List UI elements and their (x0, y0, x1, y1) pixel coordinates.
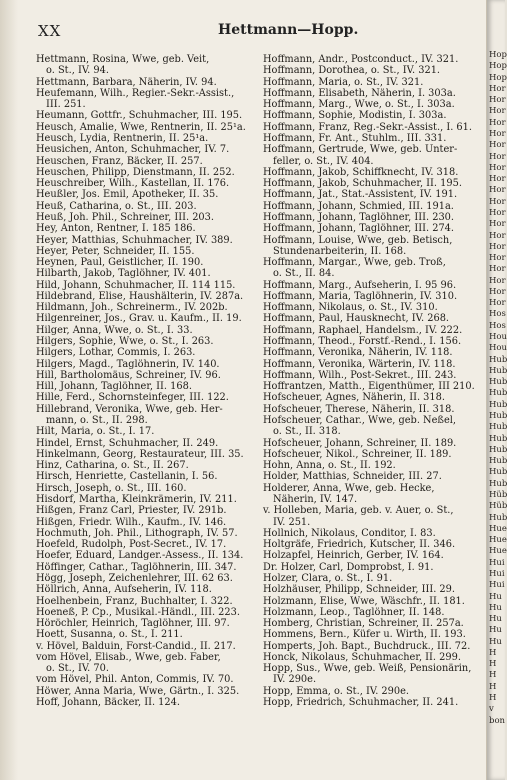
page-fragment: Hui (489, 580, 505, 591)
page-gutter (0, 0, 18, 780)
page-fragment: Hue (489, 535, 507, 546)
directory-entry: Holtgräfe, Friedrich, Kutscher, II. 346. (263, 539, 456, 551)
directory-entry: v. Hövel, Balduin, Forst-Candid., II. 217. (36, 640, 236, 652)
directory-entry: Hoffmann, Jakob, Schuhmacher, II. 195. (263, 178, 462, 190)
directory-entry: Holzmann, Leop., Taglöhner, II. 148. (263, 606, 445, 618)
page-fragment: Hou (489, 332, 507, 343)
directory-entry: Hoett, Susanna, o. St., I. 211. (36, 629, 183, 641)
directory-entry: Heuß, Catharina, o. St., III. 203. (36, 200, 197, 212)
directory-entry: Hofscheuer, Nikol., Schreiner, II. 189. (263, 448, 452, 460)
directory-entry: Heuschen, Franz, Bäcker, II. 257. (36, 155, 203, 167)
page-fragment: Hou (489, 343, 507, 354)
directory-entry: Holzer, Clara, o. St., I. 91. (263, 572, 393, 584)
page-fragment: Hor (489, 151, 506, 162)
directory-entry: Hild, Johann, Schuhmacher, II. 114 115. (36, 279, 236, 291)
page-fragment: Hor (489, 219, 506, 230)
directory-entry: Hochmuth, Joh. Phil., Lithograph, IV. 57. (36, 527, 238, 539)
directory-entry: Hopp, Sus., Wwe, geb. Weiß, Pensionärin, (263, 663, 472, 675)
page-fragment: Hub (489, 399, 507, 410)
directory-entry: Hilgers, Magd., Taglöhnerin, IV. 140. (36, 358, 220, 370)
page-fragment: Hor (489, 253, 506, 264)
directory-entry: Hoffmann, Veronika, Wärterin, IV. 118. (263, 358, 456, 370)
directory-entry: Heußler, Jos. Emil, Apotheker, II. 35. (36, 189, 219, 201)
page-fragment: Hor (489, 162, 506, 173)
directory-entry: Hoffmann, Wilh., Post-Sekret., III. 243. (263, 369, 457, 381)
directory-entry: Hoffmann, Marg., Wwe, o. St., I. 303a. (263, 99, 455, 111)
page-fragment: Hop (489, 72, 507, 83)
directory-entry: Hirsch, Henriette, Castellanin, I. 56. (36, 471, 218, 483)
directory-entry: Hilgers, Sophie, Wwe, o. St., I. 263. (36, 336, 214, 348)
directory-entry: Hill, Bartholomäus, Schreiner, IV. 96. (36, 369, 221, 381)
directory-entry: Hilbarth, Jakob, Taglöhner, IV. 401. (36, 268, 211, 280)
page-fragment: v (489, 704, 494, 715)
directory-entry: Heyer, Matthias, Schuhmacher, IV. 389. (36, 234, 233, 246)
directory-entry: Hoffmann, Sophie, Modistin, I. 303a. (263, 110, 447, 122)
page-fragment: Hüb (489, 501, 507, 512)
directory-entry: Hinkelmann, Georg, Restaurateur, III. 35. (36, 448, 244, 460)
page-fragment: Hor (489, 196, 506, 207)
page-fragment: Hop (489, 61, 507, 72)
directory-entry: Hisdorf, Martha, Kleinkrämerin, IV. 211. (36, 493, 237, 505)
page-fragment: Hub (489, 456, 507, 467)
page-fragment: Hue (489, 523, 507, 534)
directory-entry: Hilgenreiner, Jos., Grav. u. Kaufm., II. 19. (36, 313, 242, 325)
directory-entry: III. 251. (46, 99, 86, 111)
page-fragment: Hor (489, 286, 506, 297)
page-fragment: Hor (489, 106, 506, 117)
directory-entry: Holzapfel, Heinrich, Gerber, IV. 164. (263, 550, 444, 562)
page-fragment: Hos (489, 320, 506, 331)
directory-entry: Hoffmann, Raphael, Handelsm., IV. 222. (263, 324, 463, 336)
page-title: Hettmann—Hopp. (218, 22, 359, 38)
directory-entry: feller, o. St., IV. 404. (273, 155, 374, 167)
directory-entry: v. Holleben, Maria, geb. v. Auer, o. St., (263, 505, 454, 517)
page-fragment: Hor (489, 230, 506, 241)
directory-entry: IV. 251. (273, 516, 311, 528)
directory-entry: Hoff, Johann, Bäcker, II. 124. (36, 697, 180, 709)
directory-entry: Hofscheuer, Cathar., Wwe, geb. Neßel, (263, 415, 457, 426)
page-fragment: Hor (489, 264, 506, 275)
directory-entry: Hoffmann, Jat., Stat.-Assistent, IV. 191. (263, 189, 458, 201)
page-fragment: Hui (489, 568, 505, 579)
page-fragment: H (489, 693, 497, 704)
directory-entry: Hoffmann, Johann, Taglöhner, III. 274. (263, 223, 455, 235)
page-fragment: Hu (489, 614, 502, 625)
directory-entry: Hildmann, Joh., Schreinerm., IV. 202b. (36, 302, 228, 314)
directory-entry: Hißgen, Franz Carl, Priester, IV. 291b. (36, 505, 227, 517)
page-fragment: Hu (489, 591, 502, 602)
directory-entry: Hoffmann, Veronika, Näherin, IV. 118. (263, 347, 453, 359)
directory-entry: Homperts, Joh. Bapt., Buchdruck., III. 72. (263, 640, 471, 652)
directory-entry: Höffinger, Cathar., Taglöhnerin, III. 347. (36, 561, 237, 573)
directory-entry: Hoeneß, P. Cp., Musikal.-Händl., III. 223. (36, 606, 240, 618)
directory-entry: Hofscheuer, Agnes, Näherin, II. 318. (263, 392, 445, 404)
page-fragment: Hor (489, 298, 506, 309)
directory-entry: Heuschreiber, Wilh., Kastellan, II. 176. (36, 178, 230, 190)
page-fragment: Hub (489, 377, 507, 388)
directory-entry: Hoefeld, Rudolph, Post-Secret., IV. 17. (36, 539, 227, 551)
directory-entry: Hoffmann, Marg., Aufseherin, I. 95 96. (263, 279, 457, 291)
page-fragment: Hor (489, 83, 506, 94)
page-fragment: Hor (489, 174, 506, 185)
directory-entry: Heynen, Paul, Geistlicher, II. 190. (36, 257, 204, 269)
page-fragment: Hor (489, 95, 506, 106)
page-fragment: Hub (489, 478, 507, 489)
directory-entry: IV. 290e. (273, 674, 317, 686)
directory-entry: Hoffmann, Maria, Taglöhnerin, IV. 310. (263, 290, 458, 302)
page-fragment: Hub (489, 433, 507, 444)
directory-entry: Hirsch, Joseph, o. St., III. 160. (36, 482, 187, 494)
page-fragment: Hor (489, 185, 506, 196)
directory-entry: Hoffmann, Maria, o. St., IV. 321. (263, 76, 424, 88)
directory-entry: Hoffmann, Paul, Hausknecht, IV. 268. (263, 313, 450, 325)
directory-entry: Holzhäuser, Philipp, Schneider, III. 29. (263, 584, 456, 596)
page-fragment: Hor (489, 275, 506, 286)
directory-entry: Hillebrand, Veronika, Wwe, geb. Her- (36, 403, 223, 415)
directory-entry: Hilger, Anna, Wwe, o. St., I. 33. (36, 324, 193, 336)
page-fragment: Hub (489, 388, 507, 399)
directory-entry: Höllrich, Anna, Aufseherin, IV. 118. (36, 584, 212, 596)
directory-entry: Hilgers, Lothar, Commis, I. 263. (36, 347, 196, 359)
directory-entry: Holzmann, Elise, Wwe, Wäschfr., II. 181. (263, 595, 465, 607)
page-fragment: H (489, 647, 497, 658)
directory-entry: Hohn, Anna, o. St., II. 192. (263, 460, 396, 472)
directory-entry: vom Hövel, Elisab., Wwe, geb. Faber, (36, 651, 221, 663)
directory-entry: Heuschen, Philipp, Dienstmann, II. 252. (36, 166, 235, 178)
directory-entry: Hoffmann, Gertrude, Wwe, geb. Unter- (263, 144, 458, 156)
directory-entry: Hopp, Friedrich, Schuhmacher, II. 241. (263, 697, 459, 709)
page-fragment: Hor (489, 128, 506, 139)
directory-entry: Honck, Nikolaus, Schuhmacher, II. 299. (263, 651, 461, 663)
directory-entry: o. St., IV. 70. (46, 663, 109, 675)
directory-entry: Hollnich, Nikolaus, Conditor, I. 83. (263, 527, 436, 539)
directory-entry: Näherin, IV. 147. (273, 493, 358, 505)
page-fragment: Hub (489, 444, 507, 455)
directory-entry: Heyer, Peter, Schneider, II. 155. (36, 245, 195, 257)
page-fragment: Hub (489, 422, 507, 433)
directory-entry: Hettmann, Barbara, Näherin, IV. 94. (36, 76, 217, 88)
directory-entry: Höwer, Anna Maria, Wwe, Gärtn., I. 325. (36, 685, 240, 697)
directory-entry: Heusch, Lydia, Rentnerin, II. 25¹a. (36, 132, 209, 144)
directory-entry: Hoffmann, Johann, Taglöhner, III. 230. (263, 211, 455, 223)
directory-entry: Heuß, Joh. Phil., Schreiner, III. 203. (36, 211, 215, 223)
adjacent-page-fragments (489, 50, 507, 727)
directory-entry: Heufemann, Wilh., Regier.-Sekr.-Assist., (36, 87, 235, 99)
directory-entry: Holderer, Anna, Wwe, geb. Hecke, (263, 482, 435, 494)
page-fragment: Hu (489, 636, 502, 647)
directory-entry: Hoffrantzen, Matth., Eigenthümer, III 210. (263, 381, 475, 393)
page-fragment: Hue (489, 546, 507, 557)
directory-entry: Hille, Ferd., Schornsteinfeger, III. 122. (36, 392, 229, 404)
page-fragment: Hui (489, 557, 505, 568)
page-fragment: Hor (489, 241, 506, 252)
directory-entry: Dr. Holzer, Carl, Domprobst, I. 91. (263, 561, 434, 573)
page-fragment: H (489, 670, 497, 681)
page-fragment: Hub (489, 467, 507, 478)
directory-entry: Hoffmann, Franz, Reg.-Sekr.-Assist., I. 61. (263, 121, 472, 133)
directory-entry: Hoffmann, Louise, Wwe, geb. Betisch, (263, 234, 453, 246)
page-fragment: Hor (489, 140, 506, 151)
page-fragment: Hu (489, 625, 502, 636)
page-fragment: Hub (489, 411, 507, 421)
page-fragment: Hos (489, 309, 506, 320)
directory-entry: Heusichen, Anton, Schuhmacher, IV. 7. (36, 144, 230, 156)
page-fragment: Hor (489, 117, 506, 128)
directory-entry: Hildebrand, Elise, Haushälterin, IV. 287a. (36, 290, 244, 302)
directory-entry: Hoefer, Eduard, Landger.-Assess., II. 134. (36, 550, 244, 562)
directory-entry: Hettmann, Rosina, Wwe, geb. Veit, (36, 54, 210, 65)
page-fragment: Hu (489, 602, 502, 613)
directory-entry: Hoelhenbein, Franz, Buchhalter, I. 322. (36, 595, 233, 607)
directory-entry: Hoffmann, Theod., Forstf.-Rend., I. 156. (263, 336, 462, 348)
directory-entry: Heumann, Gottfr., Schuhmacher, III. 195. (36, 110, 243, 122)
directory-entry: Högg, Joseph, Zeichenlehrer, III. 62 63. (36, 572, 233, 584)
directory-entry: Hofscheuer, Johann, Schreiner, II. 189. (263, 437, 457, 449)
directory-entry: Stundenarbeiterin, II. 168. (273, 245, 407, 257)
page-fragment: Hüb (489, 489, 507, 500)
directory-entry: Hofscheuer, Therese, Näherin, II. 318. (263, 403, 455, 415)
left-column (36, 54, 256, 708)
directory-entry: Homberg, Christian, Schreiner, II. 257a. (263, 618, 464, 630)
directory-entry: Hill, Johann, Taglöhner, II. 168. (36, 381, 192, 393)
page-fragment: Hop (489, 50, 507, 60)
directory-entry: Hilt, Maria, o. St., I. 17. (36, 426, 155, 438)
directory-entry: o. St., II. 84. (273, 268, 335, 280)
directory-entry: Hoffmann, Andr., Postconduct., IV. 321. (263, 54, 459, 65)
directory-entry: Höröchler, Heinrich, Taglöhner, III. 97. (36, 618, 230, 630)
directory-entry: Hoffmann, Dorothea, o. St., IV. 321. (263, 65, 441, 77)
right-column (263, 54, 483, 708)
page-number: XX (38, 22, 62, 40)
directory-entry: Hinz, Catharina, o. St., II. 267. (36, 460, 189, 472)
directory-entry: Hißgen, Friedr. Wilh., Kaufm., IV. 146. (36, 516, 227, 528)
directory-entry: Hoffmann, Margar., Wwe, geb. Troß, (263, 257, 446, 269)
directory-entry: Hoffmann, Elisabeth, Näherin, I. 303a. (263, 87, 456, 99)
page-fragment: Hub (489, 365, 507, 376)
directory-entry: Holder, Matthias, Schneider, III. 27. (263, 471, 442, 483)
page-fragment: H (489, 681, 497, 692)
directory-entry: Hoffmann, Nikolaus, o. St., IV. 310. (263, 302, 438, 314)
directory-entry: Hoffmann, Fr. Ant., Stuhlm., III. 331. (263, 132, 447, 144)
page-fragment: Hub (489, 354, 507, 365)
page-fragment: Hub (489, 512, 507, 523)
directory-entry: o. St., IV. 94. (46, 65, 109, 77)
page-fragment: Hor (489, 207, 506, 218)
directory-entry: Hey, Anton, Rentner, I. 185 186. (36, 223, 196, 235)
directory-entry: o. St., II. 318. (273, 426, 341, 438)
directory-entry: Hoffmann, Johann, Schmied, III. 191a. (263, 200, 454, 212)
directory-entry: vom Hövel, Phil. Anton, Commis, IV. 70. (36, 674, 234, 686)
directory-entry: Heusch, Amalie, Wwe, Rentnerin, II. 25¹a. (36, 121, 246, 133)
directory-entry: Hopp, Emma, o. St., IV. 290e. (263, 685, 410, 697)
directory-entry: mann, o. St., II. 298. (46, 415, 148, 426)
page-fragment: bon (489, 715, 506, 726)
directory-entry: Hommens, Bern., Küfer u. Wirth, II. 193. (263, 629, 466, 641)
directory-entry: Hoffmann, Jakob, Schiffknecht, IV. 318. (263, 166, 459, 178)
directory-entry: Hindel, Ernst, Schuhmacher, II. 249. (36, 437, 219, 449)
page-fragment: H (489, 659, 497, 670)
